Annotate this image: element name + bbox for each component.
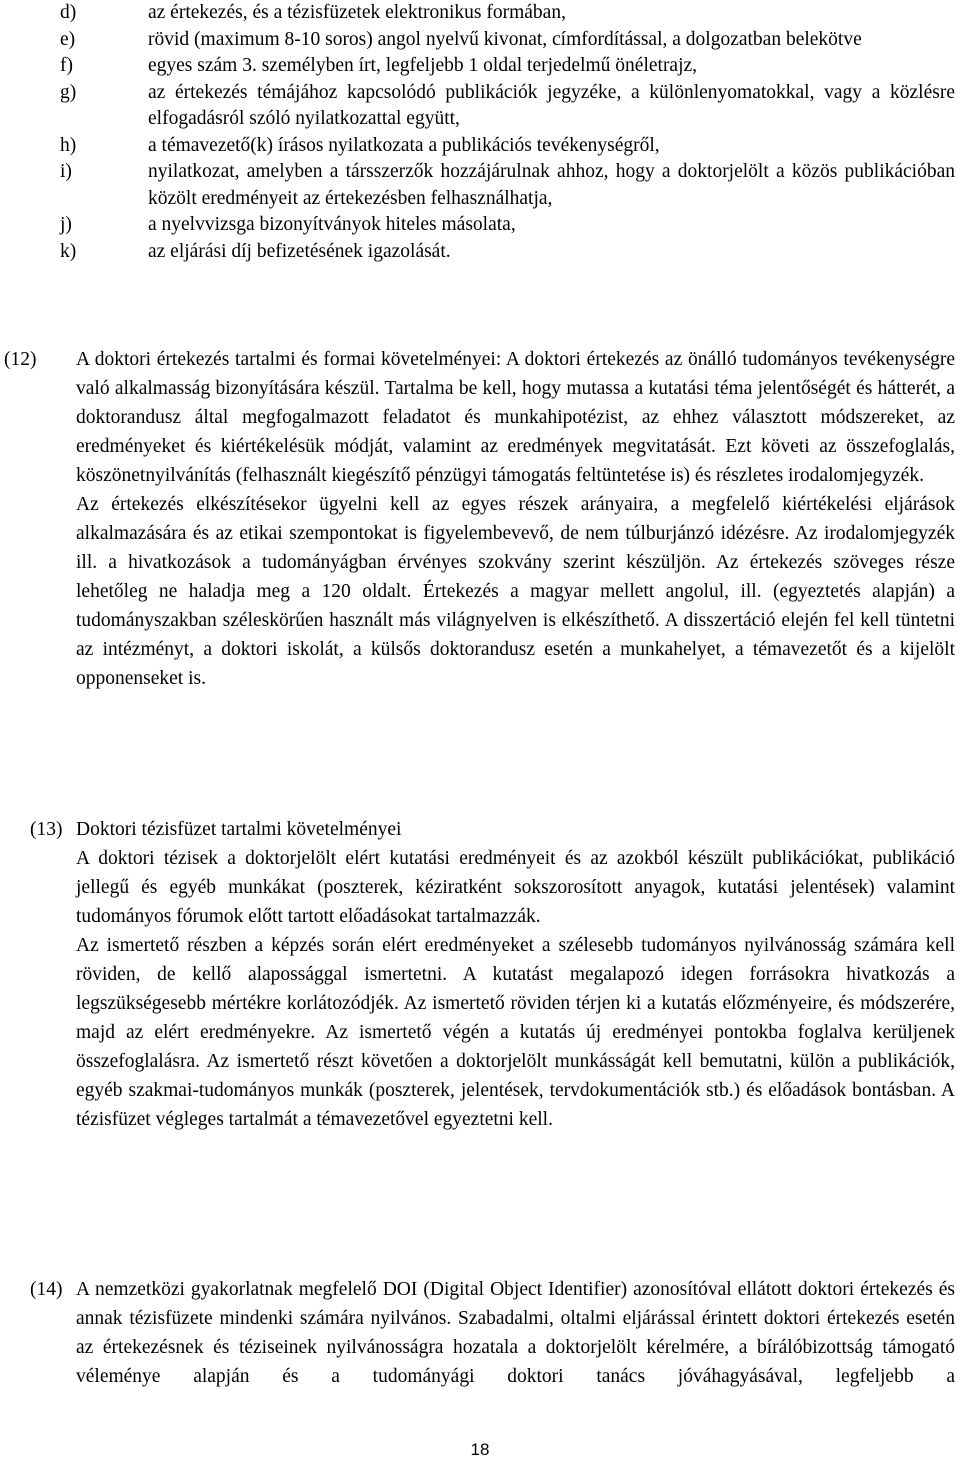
list-item — [60, 159, 955, 212]
section-number: (14) — [30, 1279, 63, 1300]
paragraph: A doktori tézisek a doktorjelölt elért kutatási eredményeit és az azokból készült publikációkat, publikáció jellegű és egyéb munkákat (poszterek, kéziratként sokszorosított anyagok, kutatási jelentések) valamint tudományos fórumok előtt tartott előadásokat tartalmazzák. — [76, 848, 955, 927]
section-body — [76, 815, 955, 1134]
page-number: 18 — [470, 1440, 490, 1459]
section-13 — [0, 815, 955, 1134]
list-item-label: f) — [60, 55, 73, 76]
section-number: (13) — [30, 819, 63, 840]
list-item-text: az értekezés témájához kapcsolódó publikációk jegyzéke, a különlenyomatokkal, vagy a közlésre elfogadásról szóló nyilatkozattal együtt, — [148, 81, 955, 129]
list-item-label: k) — [60, 240, 77, 262]
list-item-text: az értekezés, és a tézisfüzetek elektronikus formában, — [148, 2, 566, 23]
list-item-text: egyes szám 3. személyben írt, legfeljebb 1 oldal terjedelmű önéletrajz, — [148, 55, 698, 76]
paragraph: Az ismertető részben a képzés során elért eredményeket a szélesebb tudományos nyilvánosság számára kell röviden, de kellő alapossággal ismertetni. A kutatást megalapozó idegen forrásokra hivatkozás a legszükségesebb mértékre korlátozódjék. Az ismertető röviden térjen ki a kutatás előzményeire, és módszerére, majd az elért eredményekre. Az ismertető végén a kutatás új eredményei pontokba foglalva kerüljenek összefoglalásra. Az ismertető részt követően a doktorjelölt munkásságát kell bemutatni, külön a publikációk, egyéb szakmai-tudományos munkák (poszterek, jelentések, tervdokumentációk stb.) és előadások bontásban. A tézisfüzet végleges tartalmát a témavezetővel egyeztetni kell. — [76, 935, 955, 1130]
list-item-label: e) — [60, 28, 76, 50]
list-item-label: d) — [60, 2, 77, 23]
list-item-label: j) — [60, 214, 72, 235]
list-item — [60, 133, 955, 160]
paragraph: A doktori értekezés tartalmi és formai követelményei: A doktori értekezés az önálló tudományos tevékenységre való alkalmasság bizonyítására készül. Tartalma be kell, hogy mutassa a kutatási téma jelentőségét és hátterét, a doktorandusz által megfogalmazott feladatot és munkahipotézist, az ehhez választott módszereket, az eredményeket és kiértékelésük módját, valamint az eredmények megvitatását. Ezt követi az összefoglalás, köszönetnyilvánítás (felhasznált kiegészítő pénzügyi támogatás feltüntetése is) és részletes irodalomjegyzék. — [76, 349, 955, 486]
section-number: (12) — [4, 349, 37, 370]
section-12 — [0, 345, 955, 693]
section-body — [76, 345, 955, 693]
paragraph: Az értekezés elkészítésekor ügyelni kell az egyes részek arányaira, a megfelelő kiértékelési eljárások alkalmazására és az etikai szempontokat is figyelembevevő, de nem túlburjánzó idézésre. Az irodalomjegyzék ill. a hivatkozások a tudományágban érvényes szokvány szerint készüljön. Az értekezés szöveges része lehetőleg ne haladja meg a 120 oldalt. Értekezés a magyar mellett angolul, ill. (egyeztetés alapján) a tudományszakban széleskörűen használt más világnyelven is elkészíthető. A disszertáció elején fel kell tüntetni az intézményt, a doktori iskolát, a külsős doktorandusz esetén a munkahelyet, a témavezetőt és a kijelölt opponenseket is. — [76, 494, 955, 689]
section-14 — [0, 1275, 955, 1391]
list-item — [60, 27, 955, 54]
list-item-text: az eljárási díj befizetésének igazolását. — [148, 240, 451, 262]
list-item-label: g) — [60, 81, 77, 103]
list-item-text: nyilatkozat, amelyben a társszerzők hozzájárulnak ahhoz, hogy a doktorjelölt a közös publikációban közölt eredményeit az értekezésben felhasználhatja, — [148, 161, 955, 209]
list-item — [60, 212, 955, 239]
section-heading: Doktori tézisfüzet tartalmi követelményei — [76, 819, 402, 840]
list-item — [60, 53, 955, 80]
paragraph: A nemzetközi gyakorlatnak megfelelő DOI (Digital Object Identifier) azonosítóval ellátott doktori értekezés és annak tézisfüzete mindenki számára nyilvános. Szabadalmi, oltalmi eljárással érintett doktori értekezés esetén az értekezésnek és téziseinek nyilvánosságra hozatala a doktorjelölt kérelmére, a bírálóbizottság támogató véleménye alapján és a tudományági doktori tanács jóváhagyásával, legfeljebb a — [76, 1279, 955, 1387]
list-item-text: a nyelvvizsga bizonyítványok hiteles másolata, — [148, 214, 516, 235]
list-item — [60, 0, 955, 27]
list-item-text: rövid (maximum 8-10 soros) angol nyelvű kivonat, címfordítással, a dolgozatban belekötve — [148, 28, 862, 50]
section-body — [76, 1275, 955, 1391]
list-item — [60, 239, 955, 266]
list-item-label: h) — [60, 134, 77, 156]
requirements-list — [60, 0, 955, 265]
list-item-label: i) — [60, 161, 72, 182]
list-item-text: a témavezető(k) írásos nyilatkozata a publikációs tevékenységről, — [148, 134, 660, 156]
list-item — [60, 80, 955, 133]
